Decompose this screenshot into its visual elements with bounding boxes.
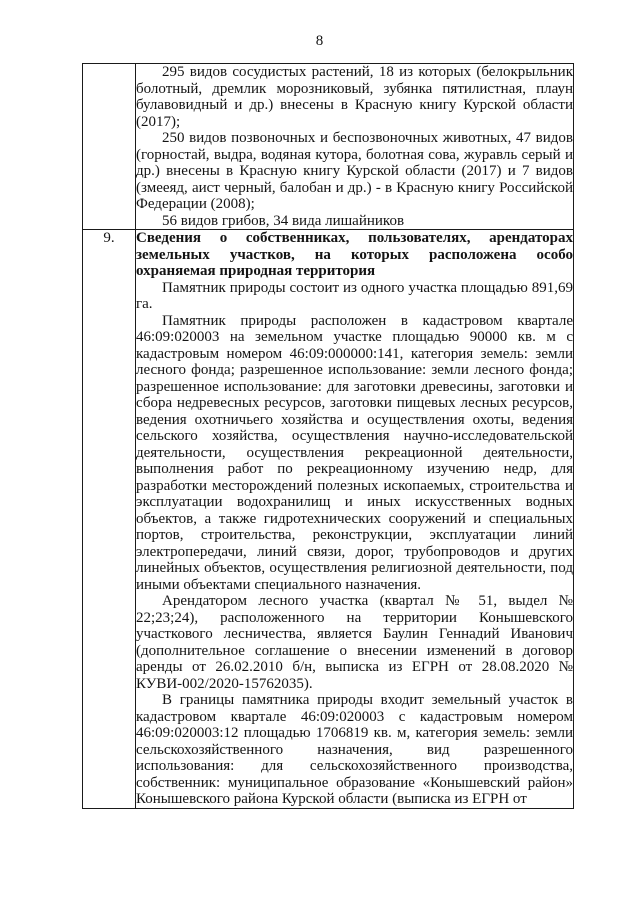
table-row-continued xyxy=(83,64,574,230)
paragraph-tenant: Арендатором лесного участка (квартал № 51, выдел № 22;23;24), расположенного на территории Конышевского участкового лесничества, является Баулин Геннадий Иванович (дополнительное соглашение о внесении изменений в договор аренды от 26.02.2010 б/н, выписка из ЕГРН от 28.08.2020 № КУВИ-002/2020-15762035). xyxy=(136,593,573,692)
row-content-cell xyxy=(136,64,574,230)
paragraph-land-plot: В границы памятника природы входит земельный участок в кадастровом квартале 46:09:020003 с кадастровым номером 46:09:020003:12 площадью 1706819 кв. м, категория земель: земли сельскохозяйственного назначения, вид разрешенного использования: для сельскохозяйственного производства, собственник: муниципальное образование «Конышевский район» Конышевского района Курской области (выписка из ЕГРН от xyxy=(136,692,573,807)
paragraph-cadastral: Памятник природы расположен в кадастровом квартале 46:09:020003 на земельном участке площадью 90000 кв. м с кадастровым номером 46:09:000000:141, категория земель: земли лесного фонда; разрешенное использование: земли лесного фонда; разрешенное использование: для заготовки древесины, заготовки и сбора недревесных ресурсов, заготовки пищевых лесных ресурсов, ведения охотничьего хозяйства и осуществления охоты, ведения сельского хозяйства, осуществления научно-исследовательской деятельности, осуществления рекреационной деятельности, выполнения работ по рекреационному изучению недр, для разработки месторождений полезных ископаемых, строительства и эксплуатации водохранилищ и иных искусственных водных объектов, а также гидротехнических сооружений и специальных портов, строительства, реконструкции, эксплуатации линий электропередачи, линий связи, дорог, трубопроводов и других линейных объектов, осуществления религиозной деятельности, под иными объектами специального назначения. xyxy=(136,312,573,593)
section-heading: Сведения о собственниках, пользователях, арендаторах земельных участков, на которых расположена особо охраняемая природная территория xyxy=(136,230,573,279)
paragraph-fungi: 56 видов грибов, 34 вида лишайников xyxy=(162,212,405,229)
paragraph-plants: 295 видов сосудистых растений, 18 из которых (белокрыльник болотный, дремлик морозниковый, зубянка пятилистная, плаун булавовидный и др.) внесены в Красную книгу Курской области (2017); xyxy=(136,64,573,130)
page-number: 8 xyxy=(315,33,324,49)
row-content-cell xyxy=(136,230,574,809)
row-number-cell xyxy=(83,64,136,230)
row-number-cell: 9. xyxy=(83,230,136,809)
paragraph-area: Памятник природы состоит из одного участка площадью 891,69 га. xyxy=(136,279,573,312)
paragraph-animals: 250 видов позвоночных и беспозвоночных животных, 47 видов (горностай, выдра, водяная кутора, болотная сова, журавль серый и др.) внесены в Красную книгу Курской области (2017) и 7 видов (змееяд, аист черный, балобан и др.) - в Красную книгу Российской Федерации (2008); xyxy=(136,130,573,212)
table-row-9 xyxy=(83,230,574,809)
document-table xyxy=(82,63,574,809)
